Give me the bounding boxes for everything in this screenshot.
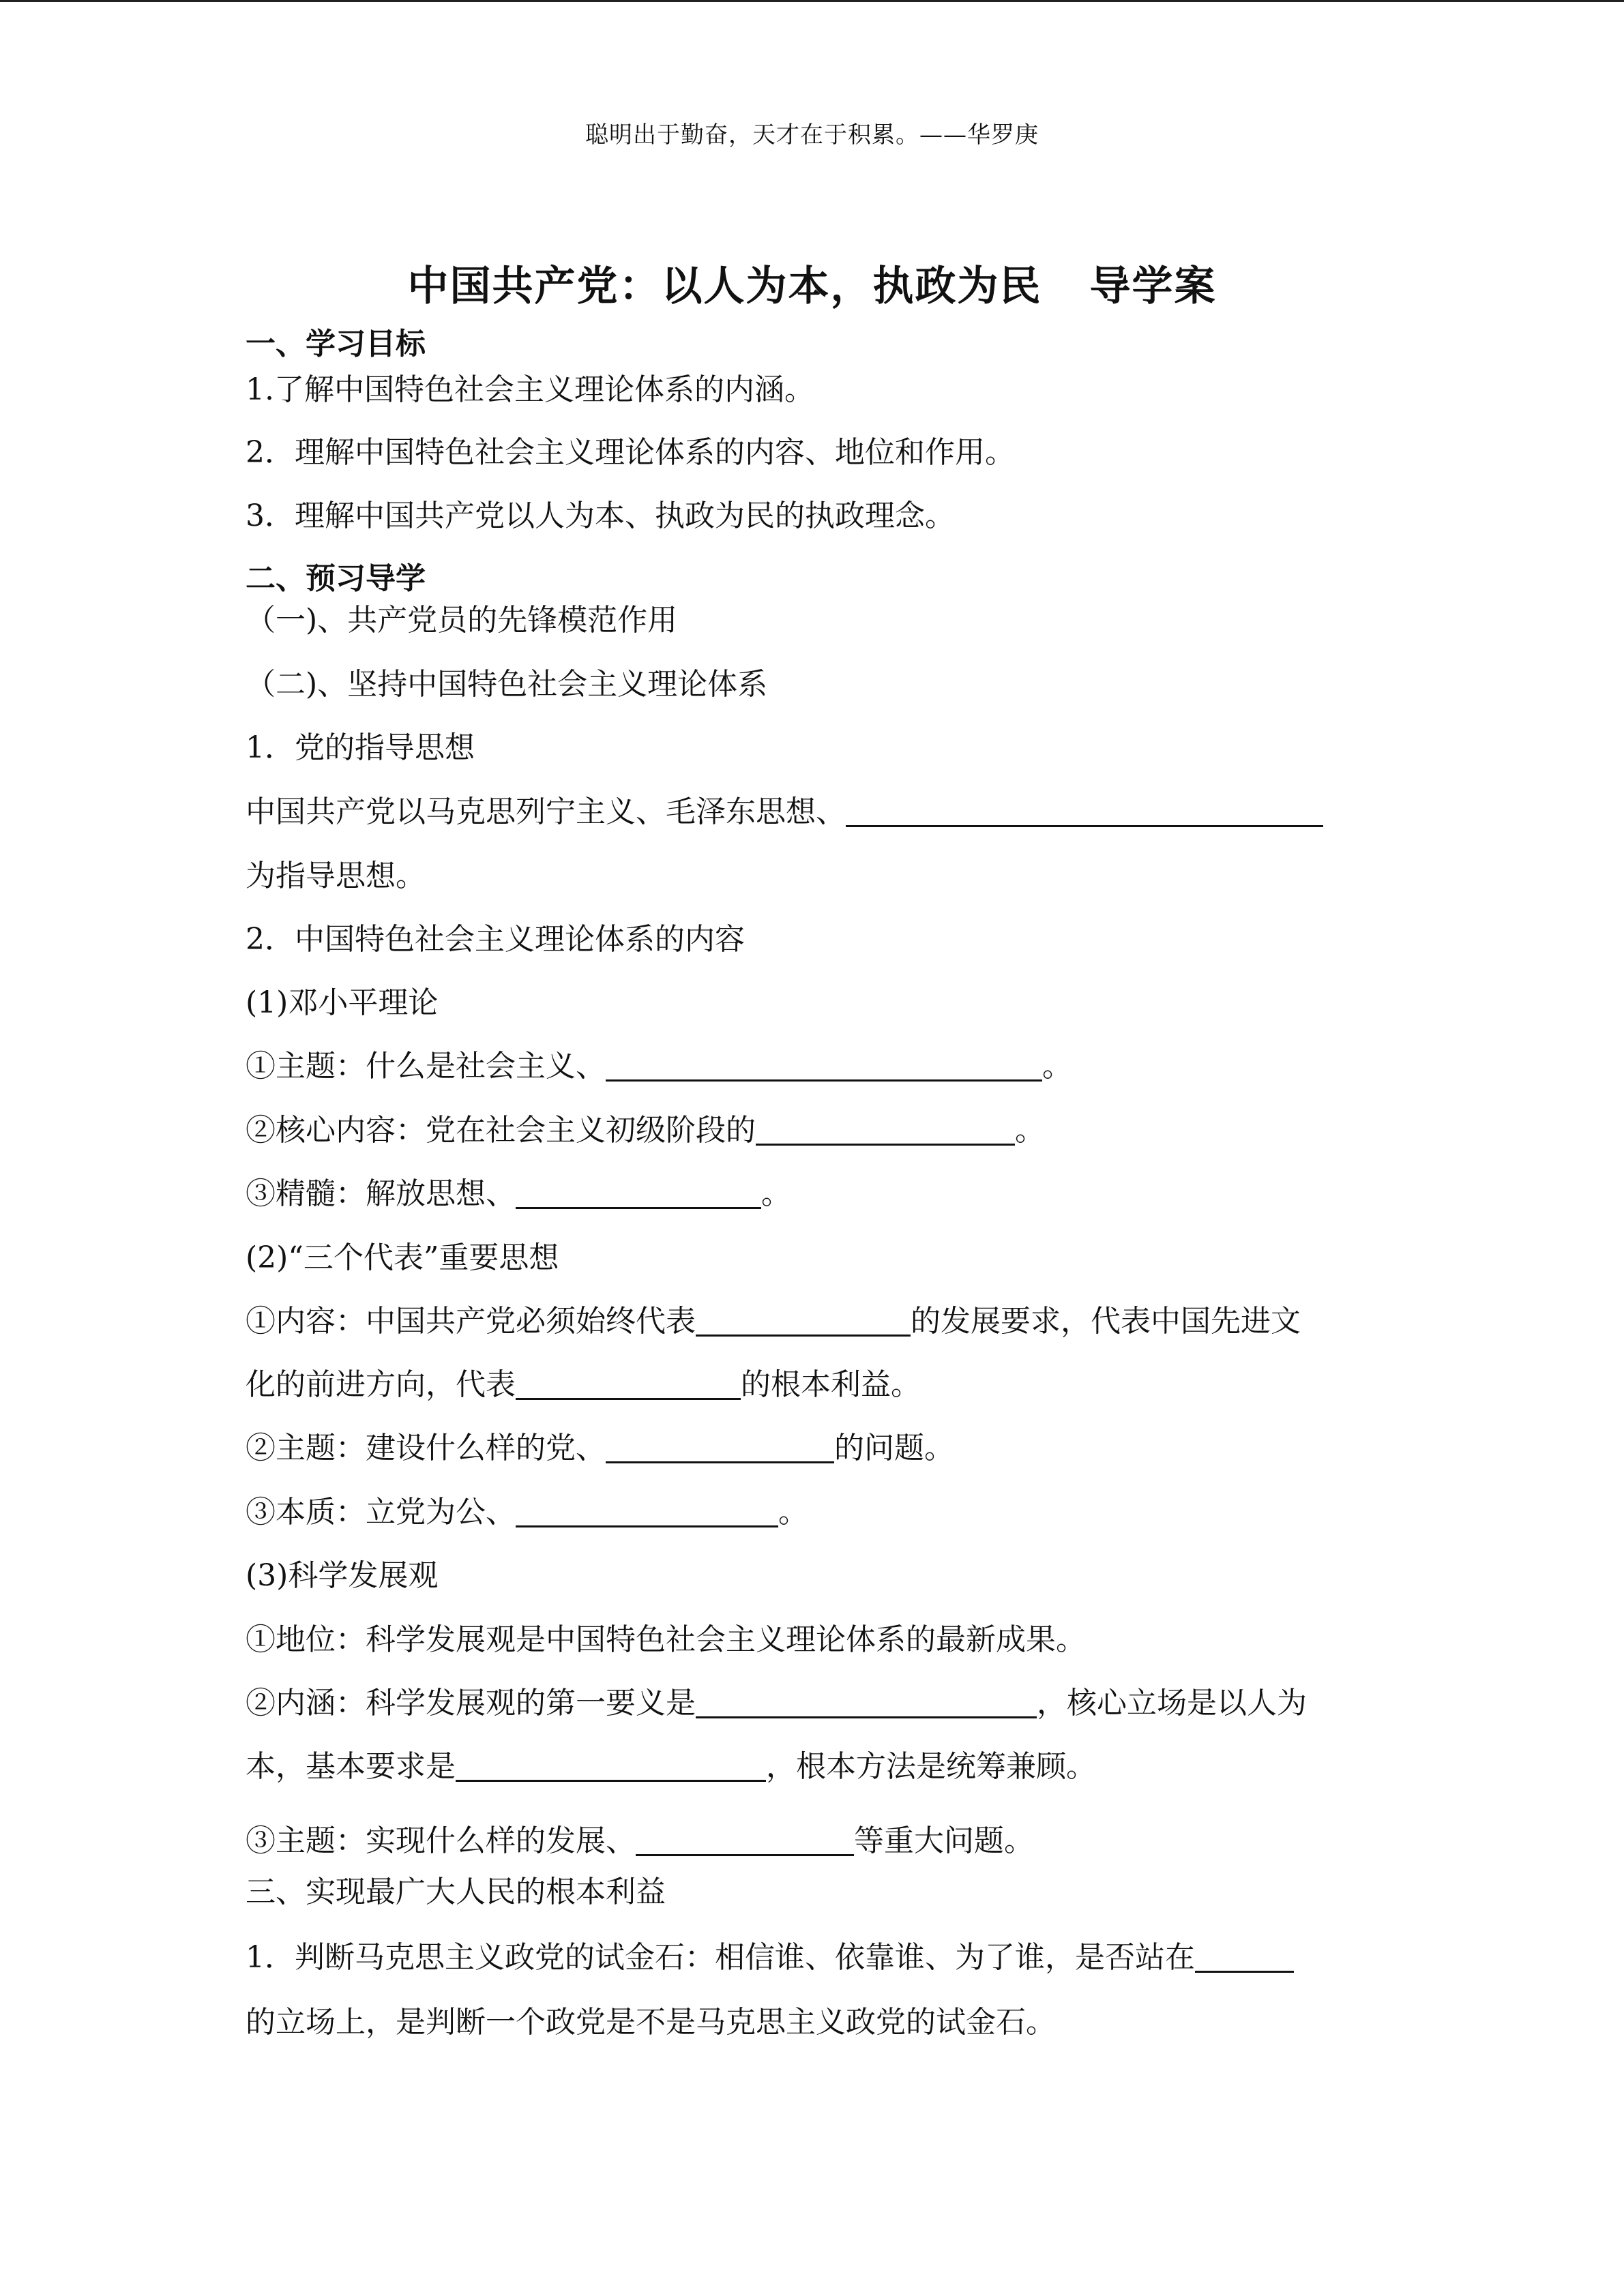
fill-blank-first-essential[interactable] <box>696 1686 1037 1718</box>
section-heading-objectives: 一、学习目标 <box>246 327 426 361</box>
deng-theme-text: ①主题：什么是社会主义、 <box>246 1049 606 1084</box>
three-represents-content-text: ①内容：中国共产党必须始终代表 <box>246 1304 696 1339</box>
three-represents-content-text-2: 化的前进方向，代表 <box>246 1367 516 1402</box>
three-represents-theme-end: 的问题。 <box>834 1431 954 1465</box>
header-quote: 聪明出于勤奋，天才在于积累。——华罗庚 <box>585 121 1039 149</box>
scientific-development-theme-end: 等重大问题。 <box>854 1823 1034 1858</box>
deng-essence-line <box>246 1175 1391 1213</box>
document-title-suffix: 导学案 <box>1089 263 1217 310</box>
three-represents-content-end: 的根本利益。 <box>741 1367 921 1402</box>
guiding-thought-heading: 1．党的指导思想 <box>246 730 475 765</box>
objective-item-2: 2．理解中国特色社会主义理论体系的内容、地位和作用。 <box>246 435 1015 470</box>
scientific-development-requirement-text: 本，基本要求是 <box>246 1749 456 1784</box>
document-title <box>0 254 1624 312</box>
three-represents-essence-text: ③本质：立党为公、 <box>246 1495 516 1530</box>
section-heading-fundamental-interests: 三、实现最广大人民的根本利益 <box>246 1875 666 1909</box>
three-represents-essence-end: 。 <box>778 1495 808 1530</box>
scientific-development-theme-text: ③主题：实现什么样的发展、 <box>246 1823 636 1858</box>
guiding-thought-line <box>246 793 1391 831</box>
three-represents-heading: (2)“三个代表”重要思想 <box>246 1240 559 1275</box>
deng-core-line <box>246 1112 1391 1150</box>
deng-essence-text: ③精髓：解放思想、 <box>246 1176 516 1211</box>
fill-blank-productive-forces[interactable] <box>696 1304 911 1337</box>
fill-blank-essence[interactable] <box>516 1495 778 1527</box>
fill-blank-guiding-thought[interactable] <box>846 795 1323 827</box>
touchstone-continuation: 的立场上，是判断一个政党是不是马克思主义政党的试金石。 <box>246 2005 1056 2040</box>
subsection-2: （二)、坚持中国特色社会主义理论体系 <box>246 667 768 702</box>
theory-content-heading: 2．中国特色社会主义理论体系的内容 <box>246 922 745 957</box>
fill-blank-basic-requirement[interactable] <box>456 1750 766 1782</box>
three-represents-theme-text: ②主题：建设什么样的党、 <box>246 1431 606 1465</box>
guiding-thought-continuation: 为指导思想。 <box>246 859 426 893</box>
touchstone-line <box>246 1939 1391 1977</box>
section-heading-preview: 二、预习导学 <box>246 561 426 596</box>
fill-blank-people-interest[interactable] <box>516 1368 741 1400</box>
deng-core-text: ②核心内容：党在社会主义初级阶段的 <box>246 1113 756 1148</box>
scientific-development-meaning-line <box>246 1684 1391 1723</box>
scientific-development-method-text: ，根本方法是统筹兼顾。 <box>766 1749 1096 1784</box>
touchstone-text: 1．判断马克思主义政党的试金石：相信谁、依靠谁、为了谁，是否站在 <box>246 1940 1195 1975</box>
fill-blank-party-building[interactable] <box>606 1431 834 1463</box>
fill-blank-deng-essence[interactable] <box>516 1177 761 1209</box>
fill-blank-deng-core[interactable] <box>756 1114 1015 1146</box>
deng-essence-end: 。 <box>761 1176 791 1211</box>
scientific-development-status: ①地位：科学发展观是中国特色社会主义理论体系的最新成果。 <box>246 1622 1086 1657</box>
objective-item-1: 1.了解中国特色社会主义理论体系的内涵。 <box>246 372 814 407</box>
deng-core-end: 。 <box>1015 1113 1045 1148</box>
fill-blank-how-to-develop[interactable] <box>636 1824 854 1856</box>
scientific-development-meaning-cont: ，核心立场是以人为 <box>1037 1686 1307 1720</box>
objective-item-3: 3．理解中国共产党以人为本、执政为民的执政理念。 <box>246 498 955 533</box>
subsection-1: （一)、共产党员的先锋模范作用 <box>246 603 678 638</box>
three-represents-content-line-2 <box>246 1366 1391 1404</box>
deng-theory-heading: (1)邓小平理论 <box>246 985 439 1020</box>
guiding-thought-text: 中国共产党以马克思列宁主义、毛泽东思想、 <box>246 794 846 829</box>
three-represents-theme-line <box>246 1429 1391 1467</box>
three-represents-content-line <box>246 1302 1391 1341</box>
three-represents-essence-line <box>246 1493 1391 1532</box>
top-border-rule <box>0 0 1624 2</box>
deng-theme-line <box>246 1047 1391 1086</box>
scientific-development-meaning-line-2 <box>246 1748 1391 1786</box>
fill-blank-stand[interactable] <box>1195 1941 1294 1973</box>
deng-theme-end: 。 <box>1042 1049 1072 1084</box>
scientific-development-heading: (3)科学发展观 <box>246 1558 439 1593</box>
document-title-main: 中国共产党：以人为本，执政为民 <box>407 263 1042 310</box>
three-represents-content-cont: 的发展要求，代表中国先进文 <box>911 1304 1301 1339</box>
fill-blank-deng-theme[interactable] <box>606 1049 1042 1082</box>
scientific-development-meaning-text: ②内涵：科学发展观的第一要义是 <box>246 1686 696 1720</box>
scientific-development-theme-line <box>246 1822 1391 1860</box>
